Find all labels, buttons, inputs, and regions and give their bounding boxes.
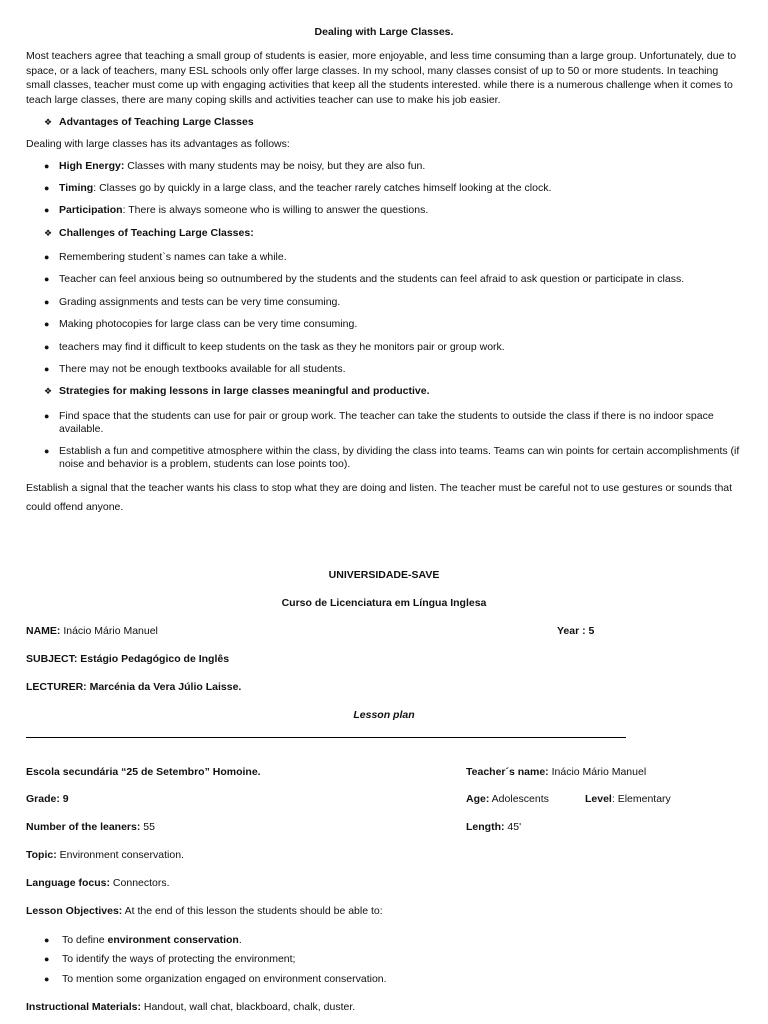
advantages-heading: Advantages of Teaching Large Classes (59, 116, 254, 128)
lecturer-line: LECTURER: Marcénia da Vera Júlio Laisse. (26, 681, 242, 693)
objectives-line (26, 905, 383, 917)
objectives-value: At the end of this lesson the students should be able to: (122, 905, 383, 917)
bullet-icon: ● (44, 364, 50, 374)
strategies-heading: Strategies for making lessons in large classes meaningful and productive. (59, 385, 430, 397)
university-name: UNIVERSIDADE-SAVE (328, 569, 440, 581)
language-focus-value: Connectors. (110, 877, 170, 889)
age-value: Adolescents (489, 793, 549, 805)
advantage-text: : There is always someone who is willing to answer the questions. (122, 204, 429, 216)
list-item: There may not be enough textbooks available for all students. (59, 363, 346, 375)
length-label: Length: (466, 821, 505, 833)
objective-item: To identify the ways of protecting the environment; (62, 953, 296, 965)
list-item: Establish a fun and competitive atmosphere within the class, by dividing the class into teams. Teams can win points for certain accomplishments (if noise and behavior is a problem, students can lose points too). (59, 445, 740, 470)
teacher-value: Inácio Mário Manuel (548, 766, 647, 778)
diamond-bullet-icon: ❖ (44, 386, 53, 396)
bullet-icon: ● (44, 161, 50, 171)
bullet-icon: ● (44, 297, 50, 307)
document-title: Dealing with Large Classes. (314, 26, 454, 38)
objectives-label: Lesson Objectives: (26, 905, 123, 917)
learners-line (26, 821, 155, 833)
advantage-term: Timing (59, 182, 94, 194)
bullet-icon: ● (44, 183, 50, 193)
course-name: Curso de Licenciatura em Língua Inglesa (281, 597, 487, 609)
list-item: Find space that the students can use for pair or group work. The teacher can take the students to outside the class if there is no indoor space available. (59, 410, 714, 435)
age-line (466, 793, 549, 805)
diamond-bullet-icon: ❖ (44, 117, 53, 127)
school-name: Escola secundária “25 de Setembro” Homoine. (26, 766, 261, 778)
list-item (59, 204, 747, 217)
list-item: teachers may find it difficult to keep students on the task as they he monitors pair or group work. (59, 341, 505, 353)
closing-paragraph: Establish a signal that the teacher wants his class to stop what they are doing and listen. The teacher must be careful not to use gestures or sounds that could offend anyone. (26, 482, 733, 513)
length-line (466, 821, 521, 833)
advantage-text: Classes with many students may be noisy, but they are also fun. (124, 160, 426, 172)
bullet-icon: ● (44, 252, 50, 262)
objective-bold-term: environment conservation (107, 934, 239, 946)
materials-value: Handout, wall chat, blackboard, chalk, duster. (140, 1001, 356, 1013)
bullet-icon: ● (44, 205, 50, 215)
objective-item: To mention some organization engaged on environment conservation. (62, 973, 387, 985)
language-focus-label: Language focus: (26, 877, 111, 889)
bullet-icon: ● (44, 954, 50, 964)
advantage-text: : Classes go by quickly in a large class, and the teacher rarely catches himself looking at the clock. (93, 182, 552, 194)
bullet-icon: ● (44, 446, 50, 456)
bullet-icon: ● (44, 411, 50, 421)
subject-line: SUBJECT: Estágio Pedagógico de Inglês (26, 653, 230, 665)
topic-line (26, 849, 184, 861)
age-label: Age: (466, 793, 490, 805)
intro-paragraph: Most teachers agree that teaching a small group of students is easier, more enjoyable, and less time consuming than a large group. Unfortunately, due to space, or a lack of teachers, many ESL schools only offer large classes. In my school, many classes consist of up to 50 or more students. In teaching small classes, teacher must come up with engaging activities that keep all the students interested. while there is a numerous challenge when it comes to teach large classes, there are many coping skills and activities teacher can use to make his job easier. (26, 50, 737, 106)
bullet-icon: ● (44, 274, 50, 284)
bullet-icon: ● (44, 342, 50, 352)
length-value: 45' (504, 821, 522, 833)
name-line (26, 625, 158, 637)
challenges-heading: Challenges of Teaching Large Classes: (59, 227, 254, 239)
list-item: Grading assignments and tests can be very time consuming. (59, 296, 341, 308)
grade-line: Grade: 9 (26, 793, 69, 805)
bullet-icon: ● (44, 319, 50, 329)
bullet-icon: ● (44, 935, 50, 945)
bullet-icon: ● (44, 974, 50, 984)
year-label: Year : 5 (557, 625, 595, 637)
name-label: NAME: (26, 625, 61, 637)
topic-value: Environment conservation. (56, 849, 184, 861)
level-label: Level (585, 793, 612, 805)
diamond-bullet-icon: ❖ (44, 228, 53, 238)
level-line (585, 793, 671, 805)
objective-text-end: . (238, 934, 242, 946)
learners-label: Number of the leaners: (26, 821, 141, 833)
name-value: Inácio Mário Manuel (60, 625, 158, 637)
advantages-lead: Dealing with large classes has its advantages as follows: (26, 138, 290, 150)
topic-label: Topic: (26, 849, 57, 861)
advantage-term: High Energy: (59, 160, 125, 172)
objective-item (62, 934, 242, 946)
level-value: : Elementary (611, 793, 671, 805)
lesson-plan-heading: Lesson plan (353, 709, 415, 721)
divider (26, 737, 626, 738)
objective-text: To define (62, 934, 108, 946)
language-focus-line (26, 877, 170, 889)
learners-value: 55 (140, 821, 155, 833)
materials-label: Instructional Materials: (26, 1001, 141, 1013)
list-item: Making photocopies for large class can be very time consuming. (59, 318, 358, 330)
list-item: Teacher can feel anxious being so outnumbered by the students and the students can feel afraid to ask question or participate in class. (59, 273, 685, 285)
list-item (59, 182, 747, 195)
teacher-label: Teacher´s name: (466, 766, 549, 778)
list-item (59, 160, 747, 173)
list-item: Remembering student`s names can take a while. (59, 251, 287, 263)
materials-line (26, 1001, 355, 1013)
advantage-term: Participation (59, 204, 123, 216)
teacher-line (466, 766, 646, 778)
